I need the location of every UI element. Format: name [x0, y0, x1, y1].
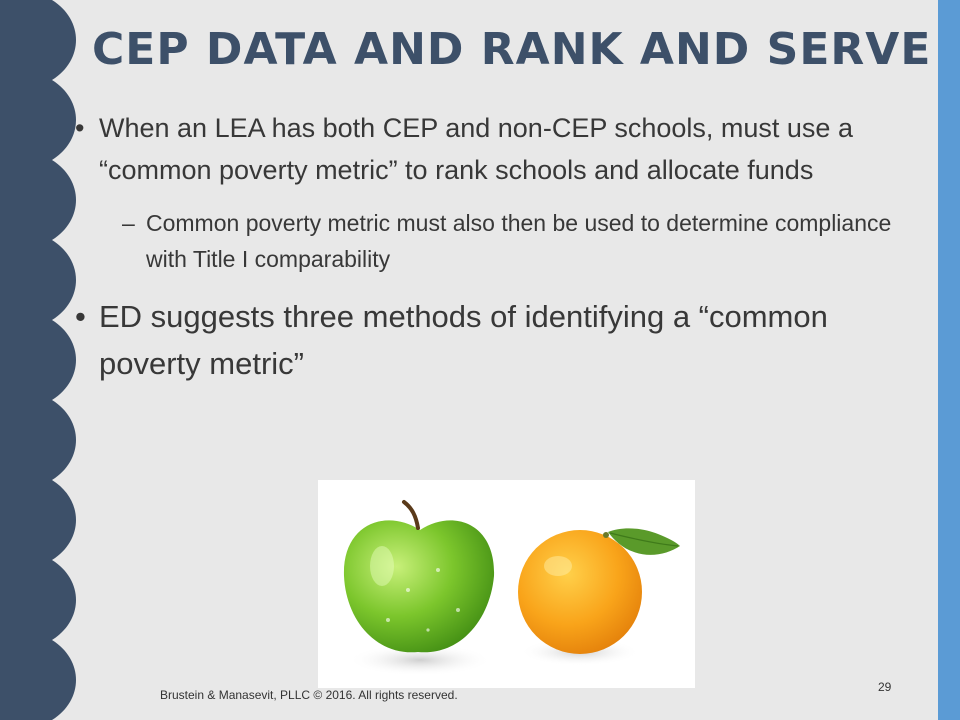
- page-number: 29: [878, 680, 892, 694]
- slide-title: CEP DATA AND RANK AND SERVE: [92, 24, 932, 75]
- bullet-item: [75, 294, 915, 387]
- apple-orange-image: [318, 480, 695, 688]
- slide-body: [75, 108, 915, 387]
- bullet-item: [75, 108, 915, 192]
- sub-bullet-dash: –: [122, 209, 135, 236]
- right-accent-band: [938, 0, 960, 720]
- bullet-text: When an LEA has both CEP and non-CEP schools, must use a “common poverty metric” to rank schools and allocate funds: [99, 113, 853, 185]
- orange-icon: [518, 528, 680, 654]
- bullet-dot: •: [75, 299, 86, 335]
- sub-bullet-text: Common poverty metric must also then be used to determine compliance with Title I comparability: [146, 209, 892, 273]
- bullet-dot: •: [75, 113, 85, 143]
- footer-copyright: Brustein & Manasevit, PLLC © 2016. All rights reserved.: [160, 688, 458, 702]
- apple-orange-illustration: [318, 480, 695, 688]
- apple-icon: [344, 502, 494, 652]
- sub-bullet-item: [75, 205, 915, 279]
- bullet-text: ED suggests three methods of identifying a “common poverty metric”: [99, 299, 828, 381]
